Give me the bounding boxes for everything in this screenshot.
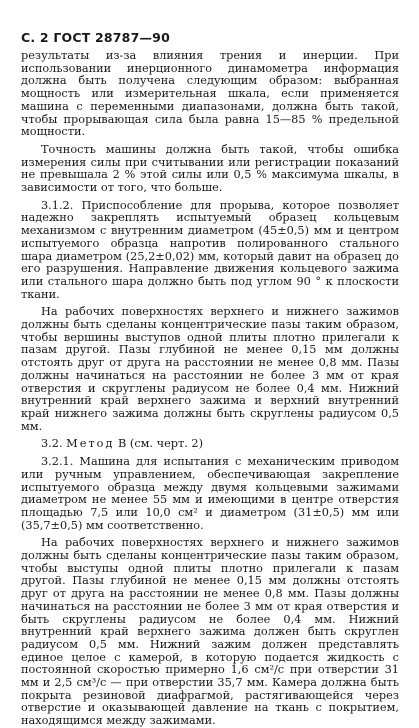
method-word: Метод <box>66 437 115 451</box>
paragraph-clamps-b: На рабочих поверхностях верхнего и нижнего зажимов должны быть сделаны концентрические пазы таким образом, чтобы выступы одной плиты плотно прилегали к пазам другой. Пазы глубиной не менее 0,15 мм должны отстоять друг от друга на расстоянии не менее 0,8 мм. Пазы должны начинаться на расстоянии не более 3 мм от края отверстия и быть скруглены радиусом не более 0,4 мм. Нижний внутренний край верхнего зажима должен быть скруглен радиусом 0,5 мм. Нижний зажим должен представлять единое целое с камерой, в которую подается жидкость с постоянной скоростью примерно 1,6 см²/с при отверстии 31 мм и 2,5 см³/с — при отверстии 35,7 мм. Камера должна быть покрыта резиновой диафрагмой, растягивающейся через отверстие и оказывающей давление на ткань с покрытием, находящимся между зажимами. <box>21 536 399 728</box>
standard-code: ГОСТ 28787—90 <box>53 30 170 45</box>
page-number: С. 2 <box>21 30 49 45</box>
section-heading-method-b: 3.2. Метод В (см. черт. 2) <box>41 437 204 451</box>
paragraph-continuation: результаты из-за влияния трения и инерции. При использовании инерционного динамометра информация должна быть получена следующим образом: выбранная мощность или измерительная шкала, если применяется машина с переменными диапазонами, должна быть такой, чтобы прорывающая сила была равна 15—85 % предельной мощности. <box>21 49 399 139</box>
page-header <box>21 30 170 45</box>
paragraph-clamps-a: На рабочих поверхностях верхнего и нижнего зажимов должны быть сделаны концентрические пазы таким образом, чтобы вершины выступов одной плиты плотно прилегали к пазам другой. Пазы глубиной не менее 0,15 мм должны отстоять друг от друга на расстоянии не менее 0,8 мм. Пазы должны начинаться на расстоянии не более 3 мм от края отверстия и скруглены радиусом не более 0,4 мм. Нижний внутренний край верхнего зажима и верхний внутренний край нижнего зажима должны быть скруглены радиусом 0,5 мм. <box>21 305 399 433</box>
paragraph-3-2-1: 3.2.1. Машина для испытания с механическим приводом или ручным управлением, обеспечивающая закрепление испытуемого образца между двумя кольцевыми зажимами диаметром не менее 55 мм и имеющими в центре отверстия площадью 7,5 или 10,0 см² и диаметром (31±0,5) мм или (35,7±0,5) мм соответственно. <box>21 455 399 532</box>
paragraph-accuracy: Точность машины должна быть такой, чтобы ошибка измерения силы при считывании или регистрации показаний не превышала 2 % этой силы или 0,5 % максимума шкалы, в зависимости от того, что больше. <box>21 142 399 195</box>
body-text <box>21 50 399 728</box>
paragraph-3-1-2: 3.1.2. Приспособление для прорыва, которое позволяет надежно закреплять испытуемый образец кольцевым механизмом с внутренним диаметром (45±0,5) мм и центром испытуемого образца напротив полированного стального шара диаметром (25,2±0,02) мм, который давит на образец до его разрушения. Направление движения кольцевого зажима или стального шара должно быть под углом 90 ° к плоскости ткани. <box>21 198 399 301</box>
